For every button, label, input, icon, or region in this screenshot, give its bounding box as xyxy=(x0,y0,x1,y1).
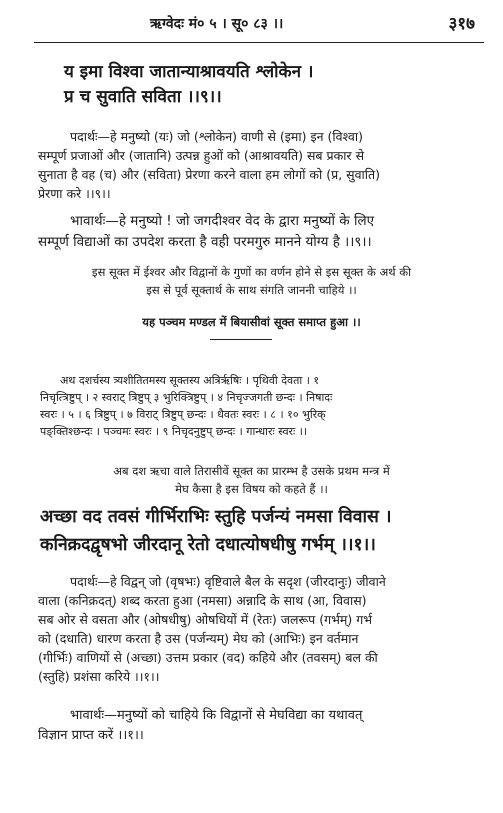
sukta-intro xyxy=(0,462,503,498)
padartha-9 xyxy=(0,127,503,203)
section-separator xyxy=(210,339,272,340)
conclusion-line: यह पञ्चम मण्डल में बियासीवां सूक्त समाप्त हुआ ।। xyxy=(142,315,361,329)
bhavartha-line: भावार्थः—हे मनुष्यो ! जो जगदीश्वर वेद के द्वारा मनुष्यों के लिए xyxy=(70,213,375,229)
sukta-summary xyxy=(0,263,503,299)
padartha-line: (गीर्भिः) वाणियों से (अच्छा) उत्तम प्रकार (वद) कहिये और (तवसम्) बल की xyxy=(38,650,378,665)
padartha-line: सब ओर से वसता और (ओषधीषु) ओषधियों में (रेतः) जलरूप (गर्भम्) गर्भ xyxy=(38,612,373,627)
intro-line: मेघ कैसा है इस विषय को कहते हैं ।। xyxy=(175,482,328,496)
mantra-line: अच्छा वद तवसं गीर्भिराभिः स्तुहि पर्जन्यं नमसा विवास । xyxy=(40,507,392,527)
summary-line: इस से पूर्व सूक्तार्थ के साथ संगति जाननी चाहिये ।। xyxy=(146,283,357,297)
mantra-line: प्र च सुवाति सविता ।।९।। xyxy=(64,87,222,107)
summary-line: इस सूक्त में ईश्वर और विद्वानों के गुणों का वर्णन होने से इस सूक्त के अर्थ की xyxy=(91,265,412,279)
bhavartha-9 xyxy=(0,211,503,253)
padartha-line: प्रेरणा करे ।।९।। xyxy=(38,186,111,201)
anukramani-line: स्वरः । ५ । ६ त्रिष्टुप् । ७ विराट् त्रिष्टुप् छन्दः । धैवतः स्वरः । ८ । १० भुरिक् xyxy=(40,408,326,421)
padartha-line: वाला (कनिक्रदत्) शब्द करता हुआ (नमसा) अन्नादि के साथ (आ, विवास) xyxy=(38,593,367,608)
bhavartha-1 xyxy=(0,706,503,746)
anukramani xyxy=(0,372,503,440)
bhavartha-line: भावार्थः—मनुष्यों को चाहिये कि विद्वानों से मेघविद्या का यथावत् xyxy=(70,708,363,723)
anukramani-line: पङ्क्तिश्छन्दः । पञ्चमः स्वरः । ९ निचृदनुष्टुप् छन्दः । गान्धारः स्वरः ।। xyxy=(40,425,308,438)
anukramani-line: अथ दशर्चस्य त्र्यशीतितमस्य सूक्तस्य अत्रिर्ऋषिः । पृथिवी देवता । १ xyxy=(60,374,320,387)
intro-line: अब दश ऋचा वाले तिरासीवें सूक्त का प्रारम्भ है उसके प्रथम मन्त्र में xyxy=(113,464,390,478)
padartha-line: पदार्थः—हे मनुष्यो (यः) जो (श्लोकेन) वाणी से (इमा) इन (विश्वा) xyxy=(70,129,363,144)
padartha-line: पदार्थः—हे विद्वन् जो (वृषभः) वृष्टिवाले बैल के सदृश (जीरदानुः) जीवाने xyxy=(70,574,386,589)
page-header xyxy=(0,14,503,36)
sukta-conclusion xyxy=(0,313,503,331)
padartha-line: को (दधाति) धारण करता है उस (पर्जन्यम्) मेघ को (आभिः) इन वर्तमान xyxy=(38,631,359,646)
padartha-line: (स्तुहि) प्रशंसा करिये ।।१।। xyxy=(38,669,160,684)
header-rule xyxy=(34,42,484,43)
padartha-line: सम्पूर्ण प्रजाओं और (जातानि) उत्पन्न हुओं को (आश्रावयति) सब प्रकार से xyxy=(38,148,365,163)
mantra-1 xyxy=(0,503,503,559)
anukramani-line: निचृत्त्रिष्टुप् । २ स्वराट् त्रिष्टुप् ३ भुरिक्त्रिष्टुप् । ४ निचृज्जगती छन्दः । निषादः xyxy=(40,391,333,404)
mantra-line: कनिक्रदद्वृषभो जीरदानू रेतो दधात्योषधीषु गर्भम् ।।१।। xyxy=(40,535,376,555)
bhavartha-line: सम्पूर्ण विद्याओं का उपदेश करता है वही परमगुरु मानने योग्य है ।।९।। xyxy=(38,234,372,250)
padartha-line: सुनाता है वह (च) और (सविता) प्रेरणा करने वाला हम लोगों को (प्र, सुवाति) xyxy=(38,167,381,182)
mantra-9 xyxy=(0,60,503,110)
running-title: ऋग्वेदः मं० ५ । सू० ८३ ।। xyxy=(150,16,284,32)
padartha-1 xyxy=(0,572,503,686)
bhavartha-line: विज्ञान प्राप्त करें ।।१।। xyxy=(38,728,144,743)
mantra-line: य इमा विश्वा जातान्याश्रावयति श्लोकेन । xyxy=(64,62,314,82)
page-number: ३१७ xyxy=(448,14,475,34)
